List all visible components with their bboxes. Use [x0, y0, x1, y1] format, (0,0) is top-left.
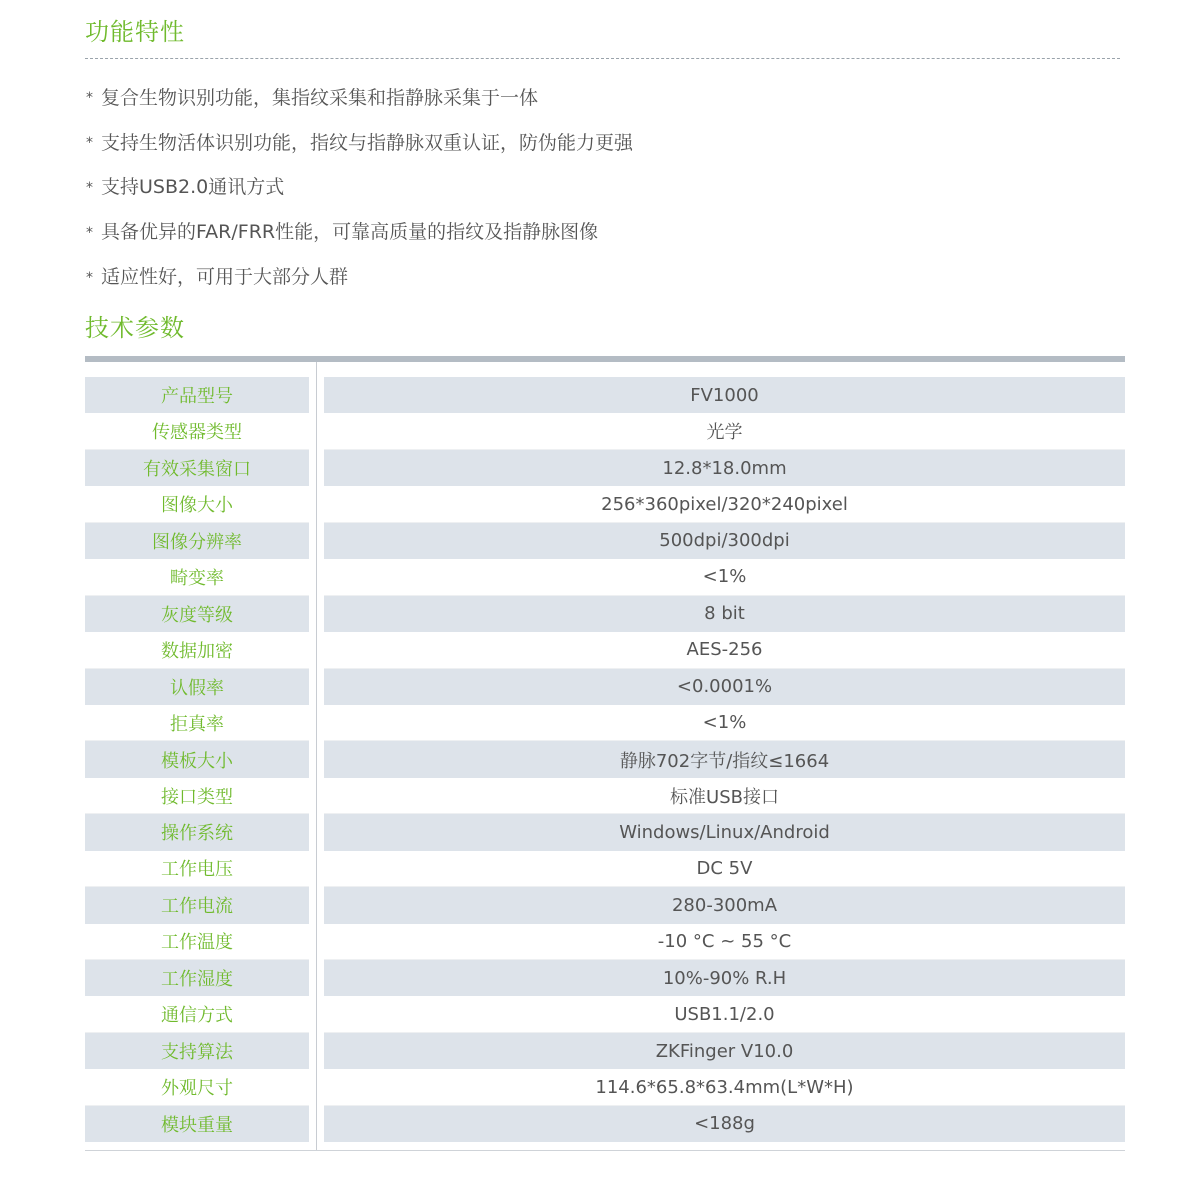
feature-item [85, 164, 633, 209]
spec-value: <1% [324, 705, 1125, 741]
table-row [85, 851, 1125, 887]
spec-label: 模块重量 [85, 1106, 309, 1142]
feature-text: 适应性好，可用于大部分人群 [101, 266, 349, 289]
table-row [85, 960, 1125, 996]
spec-value: 256*360pixel/320*240pixel [324, 486, 1125, 522]
spec-value: 静脉702字节/指纹≤1664 [324, 741, 1125, 777]
table-row [85, 377, 1125, 413]
spec-label: 传感器类型 [85, 413, 309, 449]
feature-text: 支持生物活体识别功能，指纹与指静脉双重认证，防伪能力更强 [101, 131, 634, 154]
spec-value: AES-256 [324, 632, 1125, 668]
table-row [85, 596, 1125, 632]
feature-item [85, 208, 633, 253]
table-row [85, 814, 1125, 850]
spec-value: 8 bit [324, 596, 1125, 632]
bullet-marker: * [86, 269, 93, 286]
table-row [85, 559, 1125, 595]
spec-value: ZKFinger V10.0 [324, 1033, 1125, 1069]
spec-value: 光学 [324, 413, 1125, 449]
table-row [85, 924, 1125, 960]
specs-column-divider [316, 362, 317, 1150]
spec-value: 500dpi/300dpi [324, 523, 1125, 559]
table-row [85, 741, 1125, 777]
table-row [85, 1033, 1125, 1069]
spec-label: 灰度等级 [85, 596, 309, 632]
spec-label: 图像分辨率 [85, 523, 309, 559]
spec-label: 数据加密 [85, 632, 309, 668]
table-row [85, 778, 1125, 814]
table-row [85, 523, 1125, 559]
spec-value: 280-300mA [324, 887, 1125, 923]
spec-label: 产品型号 [85, 377, 309, 413]
spec-label: 工作电流 [85, 887, 309, 923]
table-row [85, 486, 1125, 522]
spec-value: DC 5V [324, 851, 1125, 887]
specs-section-title: 技术参数 [85, 314, 185, 342]
spec-value: <0.0001% [324, 669, 1125, 705]
feature-item [85, 119, 633, 164]
feature-text: 具备优异的FAR/FRR性能，可靠高质量的指纹及指静脉图像 [101, 221, 599, 244]
feature-text: 支持USB2.0通讯方式 [101, 176, 285, 199]
specs-header-bar [85, 356, 1125, 362]
bullet-marker: * [86, 224, 93, 241]
spec-label: 图像大小 [85, 486, 309, 522]
spec-value: 10%-90% R.H [324, 960, 1125, 996]
spec-label: 接口类型 [85, 778, 309, 814]
spec-label: 畸变率 [85, 559, 309, 595]
specs-bottom-rule [85, 1150, 1125, 1151]
table-row [85, 1106, 1125, 1142]
spec-label: 工作湿度 [85, 960, 309, 996]
spec-label: 认假率 [85, 669, 309, 705]
spec-label: 通信方式 [85, 996, 309, 1032]
feature-text: 复合生物识别功能，集指纹采集和指静脉采集于一体 [101, 86, 539, 109]
bullet-marker: * [86, 179, 93, 196]
spec-label: 操作系统 [85, 814, 309, 850]
spec-value: <1% [324, 559, 1125, 595]
spec-label: 拒真率 [85, 705, 309, 741]
specs-table [85, 377, 1125, 1142]
spec-value: <188g [324, 1106, 1125, 1142]
feature-item [85, 253, 633, 298]
table-row [85, 669, 1125, 705]
spec-label: 工作温度 [85, 924, 309, 960]
spec-label: 工作电压 [85, 851, 309, 887]
spec-label: 有效采集窗口 [85, 450, 309, 486]
table-row [85, 450, 1125, 486]
table-row [85, 413, 1125, 449]
bullet-marker: * [86, 135, 93, 152]
spec-label: 支持算法 [85, 1033, 309, 1069]
table-row [85, 1069, 1125, 1105]
spec-value: 标准USB接口 [324, 778, 1125, 814]
features-dashed-divider [85, 58, 1120, 59]
table-row [85, 632, 1125, 668]
spec-value: FV1000 [324, 377, 1125, 413]
spec-label: 外观尺寸 [85, 1069, 309, 1105]
table-row [85, 996, 1125, 1032]
table-row [85, 887, 1125, 923]
bullet-marker: * [86, 90, 93, 107]
table-row [85, 705, 1125, 741]
features-section-title: 功能特性 [85, 18, 185, 46]
spec-value: USB1.1/2.0 [324, 996, 1125, 1032]
spec-label: 模板大小 [85, 741, 309, 777]
features-list [85, 74, 633, 298]
feature-item [85, 74, 633, 119]
spec-value: -10 °C ~ 55 °C [324, 924, 1125, 960]
spec-value: 114.6*65.8*63.4mm(L*W*H) [324, 1069, 1125, 1105]
spec-value: 12.8*18.0mm [324, 450, 1125, 486]
spec-value: Windows/Linux/Android [324, 814, 1125, 850]
